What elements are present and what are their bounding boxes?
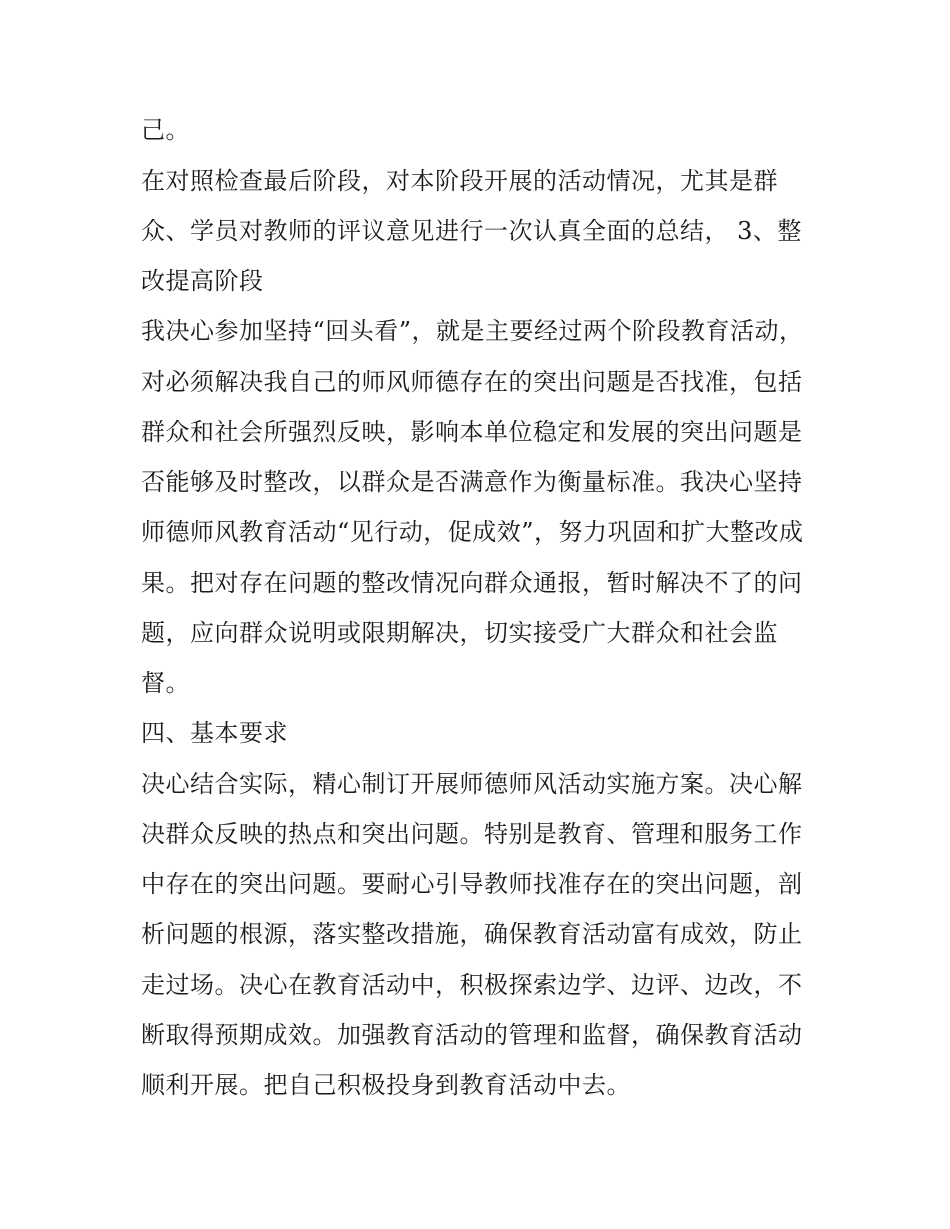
text-line: 督。 bbox=[141, 669, 190, 697]
text-line: 决群众反映的热点和突出问题。特别是教育、管理和服务工作 bbox=[141, 820, 803, 848]
text-line: 顺利开展。把自己积极投身到教育活动中去。 bbox=[141, 1071, 631, 1099]
text-line: 中存在的突出问题。要耐心引导教师找准存在的突出问题，剖 bbox=[141, 870, 803, 898]
text-line: 群众和社会所强烈反映，影响本单位稳定和发展的突出问题是 bbox=[141, 418, 803, 446]
text-line: 果。把对存在问题的整改情况向群众通报，暂时解决不了的问 bbox=[141, 569, 803, 597]
text-line: 改提高阶段 bbox=[141, 267, 264, 295]
text-line: 在对照检查最后阶段，对本阶段开展的活动情况，尤其是群 bbox=[141, 167, 778, 195]
text-line: 己。 bbox=[141, 116, 190, 144]
text-line: 断取得预期成效。加强教育活动的管理和监督，确保教育活动 bbox=[141, 1021, 803, 1049]
text-line: 决心结合实际，精心制订开展师德师风活动实施方案。决心解 bbox=[141, 770, 803, 798]
text-line: 众、学员对教师的评议意见进行一次认真全面的总结， 3、整 bbox=[141, 217, 802, 245]
section-heading: 四、基本要求 bbox=[141, 719, 288, 747]
text-line: 析问题的根源，落实整改措施，确保教育活动富有成效，防止 bbox=[141, 920, 803, 948]
text-line: 题，应向群众说明或限期解决，切实接受广大群众和社会监 bbox=[141, 619, 778, 647]
text-line: 对必须解决我自己的师风师德存在的突出问题是否找准，包括 bbox=[141, 368, 803, 396]
text-line: 走过场。决心在教育活动中，积极探索边学、边评、边改，不 bbox=[141, 971, 803, 999]
text-line: 否能够及时整改，以群众是否满意作为衡量标准。我决心坚持 bbox=[141, 468, 803, 496]
text-line: 我决心参加坚持“回头看”，就是主要经过两个阶段教育活动， bbox=[141, 317, 804, 345]
text-line: 师德师风教育活动“见行动，促成效”，努力巩固和扩大整改成 bbox=[141, 518, 804, 546]
